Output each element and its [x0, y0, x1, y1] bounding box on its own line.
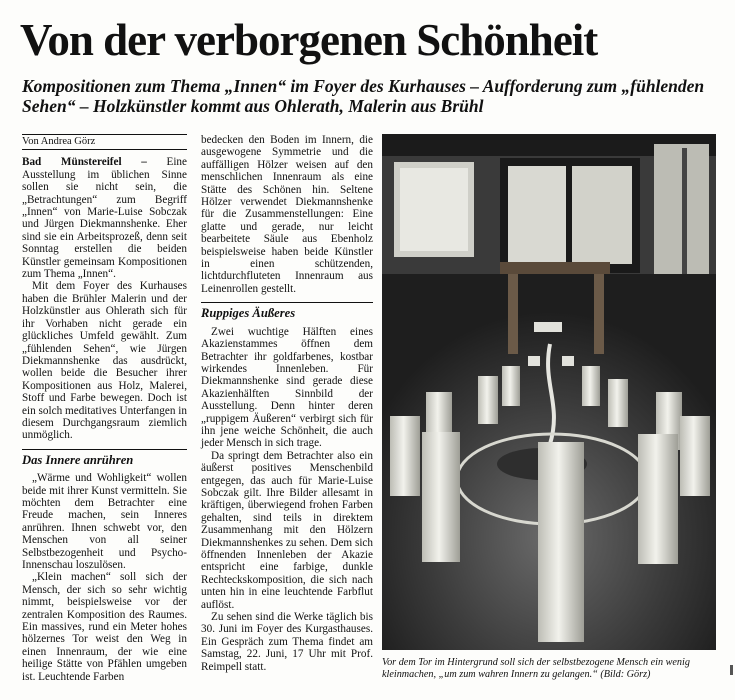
section-heading-2: Ruppiges Äußeres [201, 302, 373, 319]
pillar-2 [582, 366, 600, 406]
door-pane-left [508, 166, 566, 264]
pillar-3 [478, 376, 498, 424]
margin-mark [730, 665, 733, 675]
paragraph-1 [22, 156, 187, 280]
paragraph-3: „Wärme und Wohligkeit“ wollen beide mit ihrer Kunst vermitteln. Sie möchten dem Betrachter eine Freude machen, sein Inneres anrühren. Ihnen schwebt vor, den Menschen von all seiner Selbstbezogenheit und Psycho-Innenschau loszulösen. [22, 472, 187, 571]
pillar-center [538, 442, 584, 642]
stone-2 [528, 356, 540, 366]
exhibition-photo [382, 134, 716, 650]
column-1 [22, 134, 187, 683]
section-heading-1: Das Innere anrühren [22, 449, 187, 466]
paragraph-1-text: Eine Ausstellung im üblichen Sinne sollen sie nicht sein, die „Betrachtungen“ zum Begriff „Innen“ von Marie-Luise Sobczak und Jürgen Diekmannshenke. Eher sind sie ein Arbeitsprozeß, denn seit Sonntag erstellen die beiden Künstler gemeinsam Kompositionen zum Thema „Innen“. [22, 156, 187, 281]
gate-post-right [594, 274, 604, 354]
gate-post-left [508, 274, 518, 354]
gate-beam [500, 262, 610, 274]
window-left-pane [400, 168, 468, 251]
dateline: Bad Münstereifel – [22, 156, 147, 169]
pillar-7 [390, 416, 420, 496]
paragraph-2: Mit dem Foyer des Kurhauses haben die Brühler Malerin und der Holzkünstler aus Ohlerath sich für ihr Vorhaben nicht gerade ein glückliches Umfeld gewählt. Zum „fühlenden Sehen“, wie Jürgen Diekmannshenke das ausdrückt, wollen beide die Besucher ihrer Kompositionen aus Holz, Malerei, Stoff und Farbe bewegen. Doch ist ein solch meditatives Unterfangen in diesem Durchgangsraum ziemlich unmöglich. [22, 280, 187, 442]
headline: Von der verborgenen Schönheit [20, 15, 598, 65]
byline: Von Andrea Görz [22, 134, 187, 150]
photo-caption: Vor dem Tor im Hintergrund soll sich der selbstbezogene Mensch ein wenig kleinmachen, „um zum wahren Innern zu gelangen.“ (Bild: Görz) [382, 657, 690, 680]
column-2 [201, 134, 373, 673]
paragraph-4: „Klein machen“ soll sich der Mensch, der sich so sehr wichtig nimmt, beispielsweise vor der zentralen Komposition des Raumes. Ein massives, rund ein Meter hohes hölzernes Tor weist den Weg in einen Innenraum, der wie eine heilige Stätte von Pfählen umgeben ist. Leuchtende Farben [22, 571, 187, 683]
window-right-mullion [682, 148, 687, 278]
pillar-8 [422, 432, 460, 562]
paragraph-6: Zwei wuchtige Hälften eines Akazienstammes öffnen dem Betrachter ihr goldfarbenes, kostbar wirkendes Innenleben. Für Diekmannshenke sind gerade diese Akazienhälften Sinnbild der Ausstellung. Denn hinter deren „ruppigem Äußeren“ verbirgt sich für ihn jene weiche Schönheit, die auch jeder Mensch in sich trage. [201, 325, 373, 450]
paragraph-5: bedecken den Boden im Innern, die ausgewogene Symmetrie und die auffälligen Hölzer weisen auf den menschlichen Innenraum als eine Stätte des Schönen hin. Seltene Hölzer verwendet Diekmannshenke für die Zusammenstellungen: Eine glatte und gerade, nur leicht bearbeitete Säule aus Ebenholz beispielsweise haben beide Künstler in einen schützenden, lichtdurchfluteten Innenraum aus Leinenrollen gestellt. [201, 134, 373, 295]
paragraph-8: Zu sehen sind die Werke täglich bis 30. Juni im Foyer des Kurgasthauses. Ein Gespräch zum Thema findet am Samstag, 22. Juni, 17 Uhr mit Prof. Reimpell statt. [201, 611, 373, 673]
pillar-10 [680, 416, 710, 496]
stone-3 [562, 356, 574, 366]
subheadline: Kompositionen zum Thema „Innen“ im Foyer des Kurhauses – Aufforderung zum „fühlenden Sehen“ – Holzkünstler kommt aus Ohlerath, Malerin aus Brühl [22, 76, 705, 116]
paragraph-7: Da springt dem Betrachter also ein äußerst positives Menschenbild entgegen, das auch für Marie-Luise Sobczak gilt. Ihre Bilder allesamt in kräftigen, überwiegend frohen Farben gehalten, sind teils in direktem Zusammenhang mit den Hölzern Diekmannshenkes zu sehen. Dem sich öffnenden Innenleben der Akazie entspricht eine farbige, dunkle Rechteckskomposition, die sich nach unten hin in eine leuchtende Farbflut auflöst. [201, 449, 373, 611]
pillar-9 [638, 434, 678, 564]
window-right [654, 144, 709, 279]
exhibition-photo-drawing [382, 134, 716, 650]
stone-1 [534, 322, 562, 332]
pillar-4 [608, 379, 628, 427]
pillar-1 [502, 366, 520, 406]
door-pane-right [572, 166, 632, 264]
